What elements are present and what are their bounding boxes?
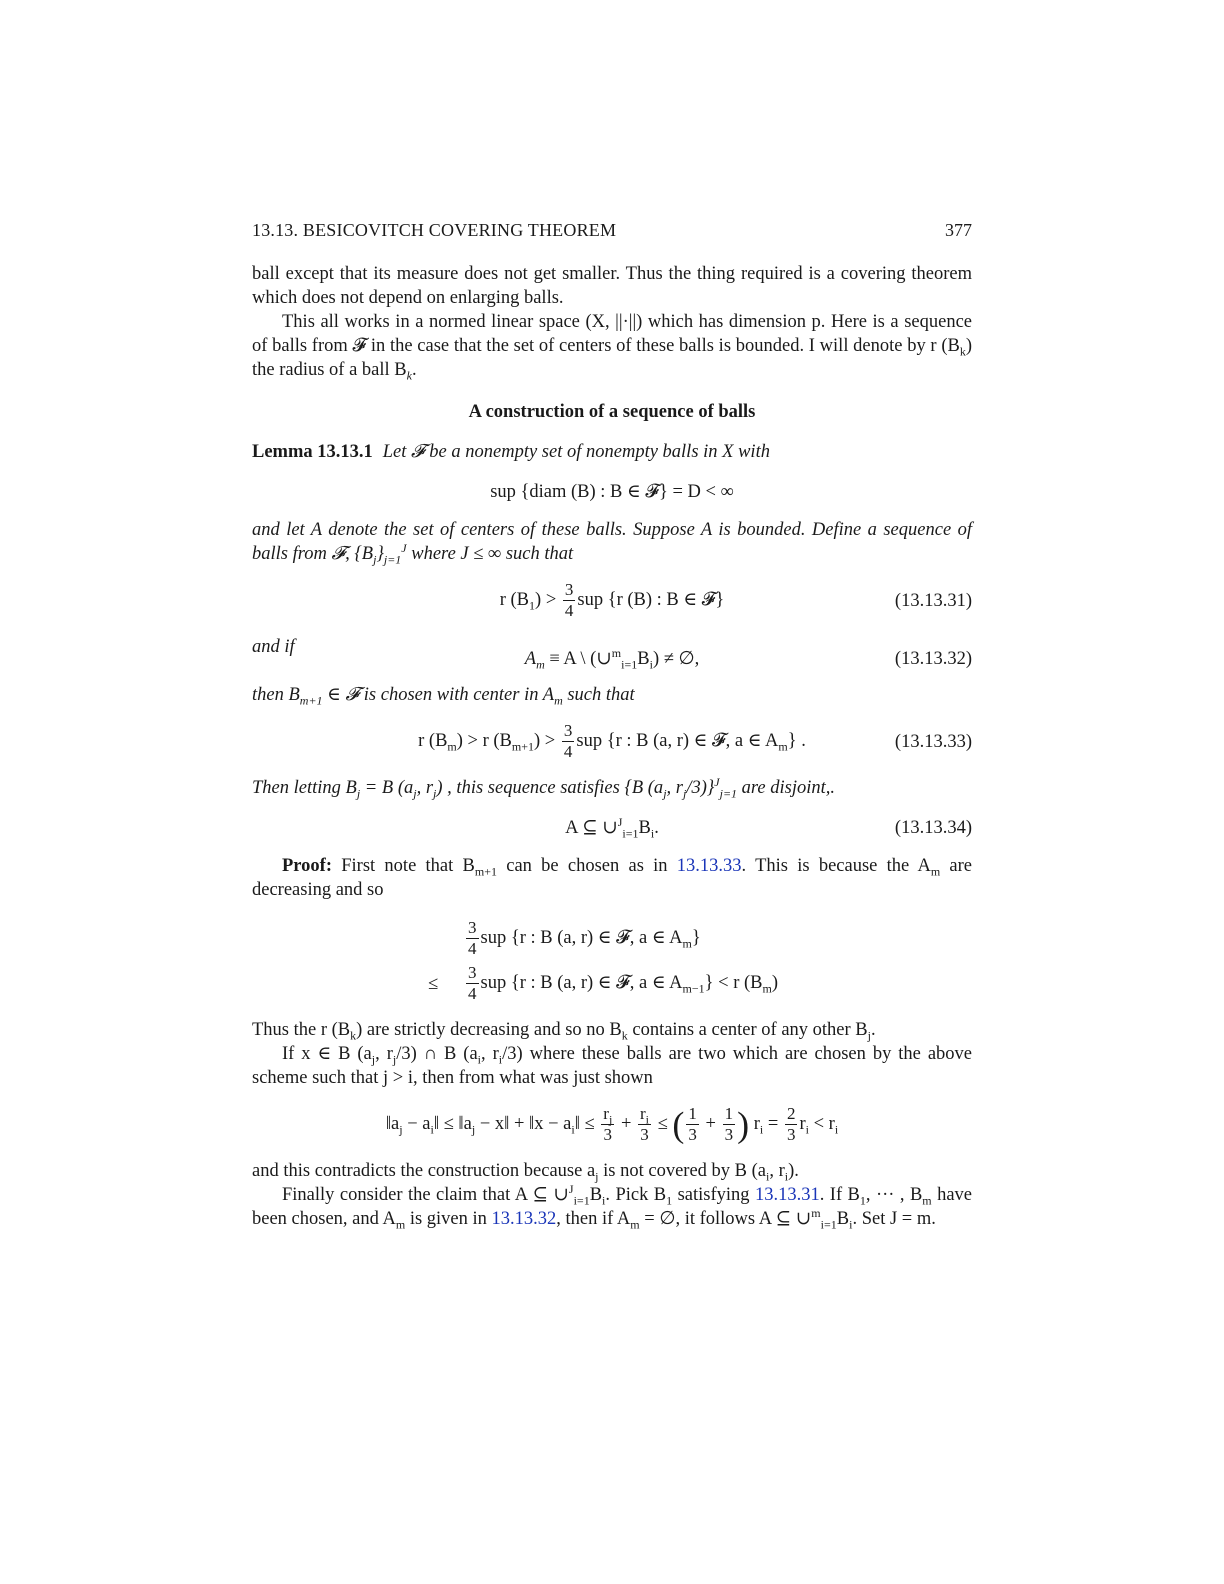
contradict-text: and this contradicts the construction because $a_j$ is not covered by B ($a_i$, $r_i$). [252,1161,799,1184]
equation-number-34: (13.13.34) [894,818,972,838]
paragraph-1: ball except that its measure does not get smaller. Thus the thing required is a covering theorem which does not depend on enlarging balls. [252,264,972,308]
finally-text: Finally consider the claim that A ⊆ $\cup^J_{i=1}B_i$. Pick $B_1$ satisfying 13.13.31. If $B_1$, ··· , $B_m$ have been chosen, and $A_m$ is given in 13.13.32, then if $A_m$ = ∅, it follows A ⊆ $\cup^m_{i=1}B_i$. Set J = m. [252,1181,973,1232]
equation-number-33: (13.13.33) [894,731,972,752]
lemma-label: Lemma 13.13.1 [252,442,373,462]
ref-13-13-32-link[interactable]: 13.13.32 [491,1209,557,1229]
lemma-text-2: and let A denote the set of centers of these balls. Suppose A is bounded. Define a sequence of balls from 𝓕, $\{B_j\}_{j=1}^J$ where J ≤ ∞ such that [252,520,972,567]
equation-norm-inequality: $‖a_j$ − $a_i‖$ ≤ $‖a_j$ − x‖ + ‖x − $a_i‖$ ≤ $\frac{r_j}{3}$ + $\frac{r_i}{3}$ ≤ ( $\frac{1}{3}$ + $\frac{1}{3}$ ) $r_i$ = $\frac{2}{3}$ $r_i < r_i$ [385,1104,839,1145]
paragraph-2: This all works in a normed linear space (X, ||·||) which has dimension p. Here is a sequence of balls from 𝓕 in the case that the set of centers of these balls is bounded. I will denote by r $(B_k)$ the radius of a ball $B_k$. [252,312,972,383]
ref-13-13-31-link[interactable]: 13.13.31 [754,1185,820,1205]
subsection-title: A construction of a sequence of balls [468,402,756,422]
ref-13-13-33-link[interactable]: 13.13.33 [676,856,742,876]
equation-sup-diam: sup {diam (B) : B ∈ 𝓕} = D < ∞ [490,482,734,502]
then-letting-text: Then letting $B_j = B$ ($a_j$, $r_j$) , this sequence satisfies {B ($a_j$, $r_j/3)\}^J_{j=1}$ are disjoint,. [252,774,836,801]
aligned-inequality: $\frac{3}{4}$ sup {r : B (a, r) ∈ 𝓕, a ∈ $A_m$} ≤ $\frac{3}{4}$ sup {r : B (a, r) ∈ 𝓕, a ∈ $A_{m-1}\} < r$ $(B_m)$ [428,918,778,1003]
and-if-text: and if [252,637,295,657]
page-number: 377 [945,220,972,240]
equation-13-13-32: $A_m \equiv A$ \ $(\cup^m_{i=1}B_i)$ ≠ ∅, (13.13.32) [524,645,972,672]
then-text: then $B_{m+1}$ ∈ 𝓕 is chosen with center in $A_m$ such that [252,685,635,708]
section-heading: 13.13. BESICOVITCH COVERING THEOREM [252,220,617,240]
equation-13-13-34: A ⊆ $\cup^J_{i=1}B_i$. (13.13.34) [565,814,972,841]
equation-number-32: (13.13.32) [894,649,972,669]
running-header [252,218,972,242]
proof-paragraph: Proof: First note that $B_{m+1}$ can be chosen as in 13.13.33. This is because the $A_m$ are decreasing and so [252,856,972,900]
equation-13-13-33: r $(B_m) > r$ $(B_{m+1})$ > $\frac{3}{4}$ sup {r : B (a, r) ∈ 𝓕, a ∈ $A_m$} . (13.13.33) [418,721,972,761]
equation-13-13-31: r $(B_1)$ > $\frac{3}{4}$ sup {r (B) : B ∈ 𝓕} (13.13.31) [499,580,972,620]
thus-text: Thus the r $(B_k)$ are strictly decreasing and so no $B_k$ contains a center of any other $B_j$. [252,1020,876,1043]
lemma-statement: Lemma 13.13.1 Let 𝓕 be a nonempty set of nonempty balls in X with [252,442,770,462]
if-x-text: If x ∈ B ($a_j$, $r_j/3$) ∩ B ($a_i$, $r_i/3$) where these balls are two which are chosen by the above scheme such that j > i, then from what was just shown [252,1044,972,1088]
equation-number-31: (13.13.31) [894,590,972,611]
page [252,218,972,1231]
proof-label: Proof: [282,856,332,876]
